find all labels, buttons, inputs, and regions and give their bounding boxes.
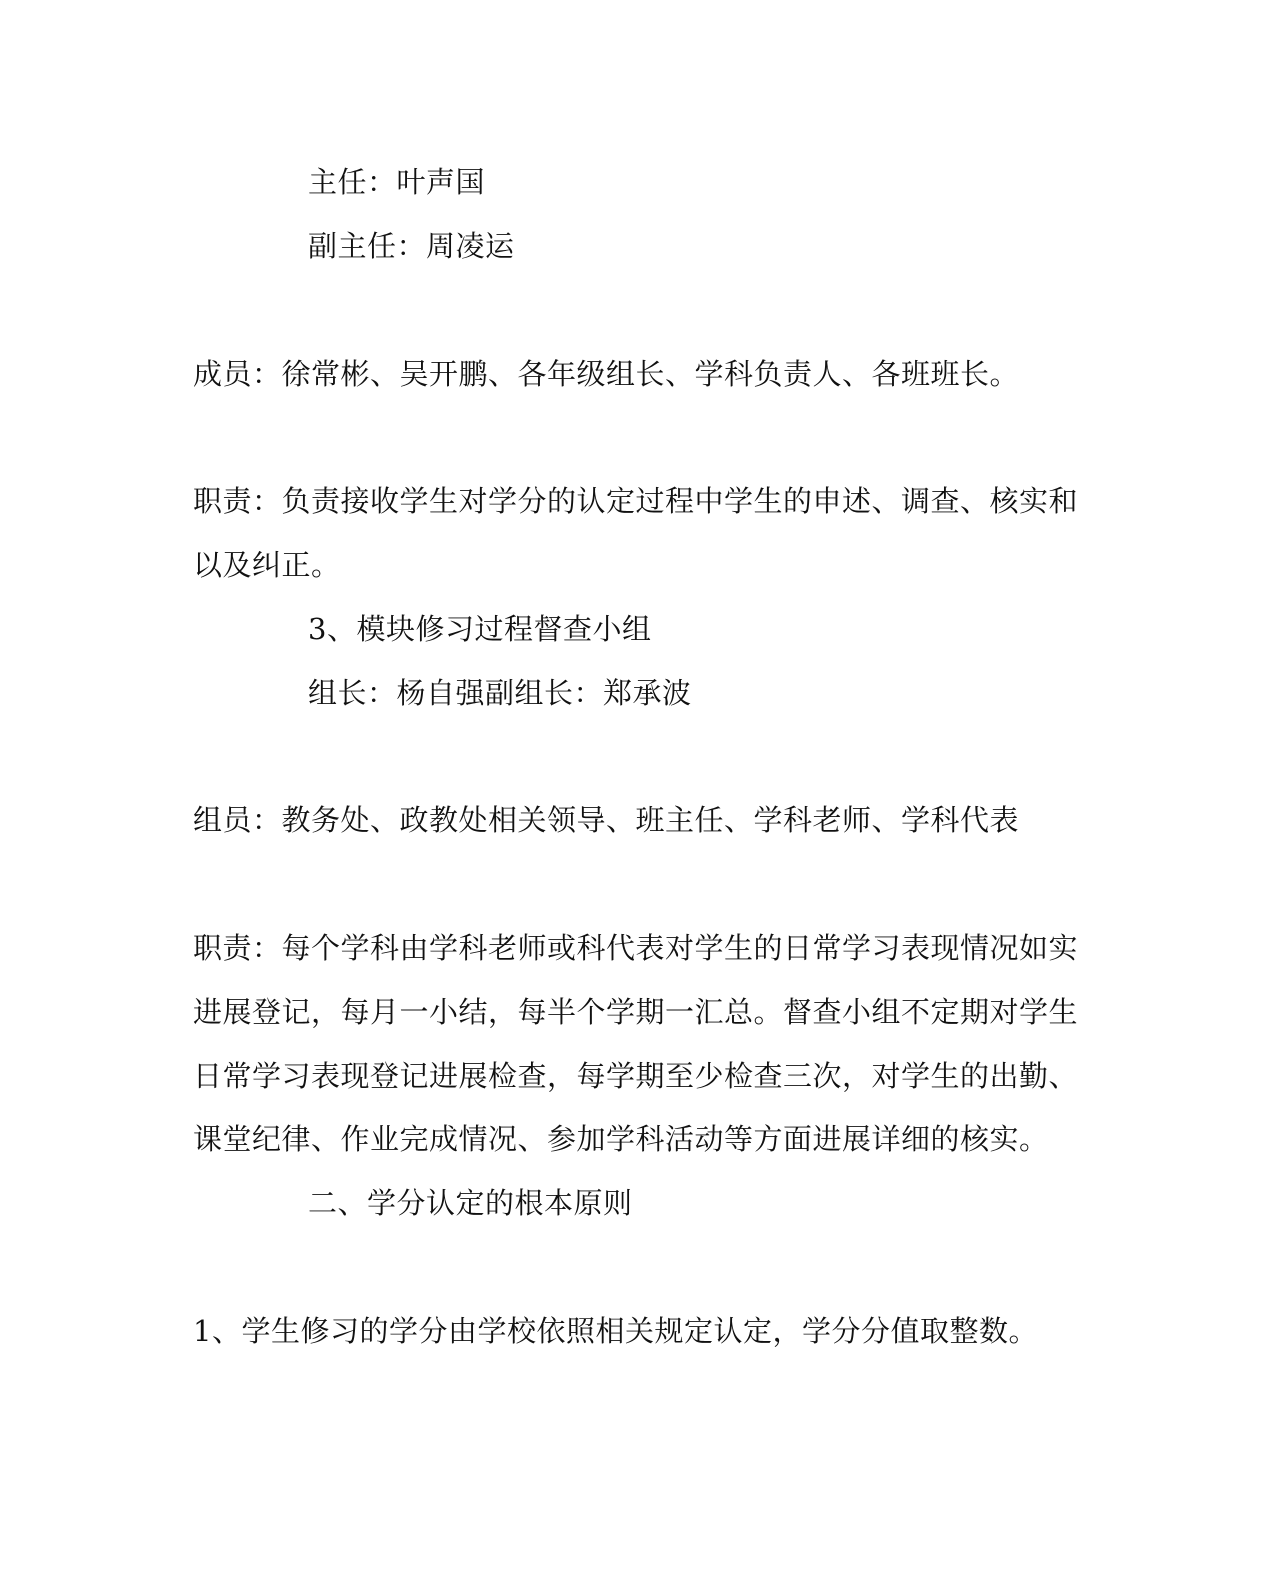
section-heading-3: 3、模块修习过程督查小组 xyxy=(308,612,652,646)
duties-paragraph-line-1: 职责：每个学科由学科老师或科代表对学生的日常学习表现情况如实 xyxy=(193,931,1079,965)
section-heading-principles: 二、学分认定的根本原则 xyxy=(308,1186,633,1220)
director-line: 主任：叶声国 xyxy=(308,165,486,199)
duties-paragraph-line-2: 进展登记，每月一小结，每半个学期一汇总。督查小组不定期对学生 xyxy=(193,995,1079,1029)
duties-paragraph-line-4: 课堂纪律、作业完成情况、参加学科活动等方面进展详细的核实。 xyxy=(193,1122,1049,1156)
deputy-director-line: 副主任：周凌运 xyxy=(308,229,515,263)
duties-paragraph-line-3: 日常学习表现登记进展检查，每学期至少检查三次，对学生的出勤、 xyxy=(193,1059,1079,1093)
duties-line-1: 职责：负责接收学生对学分的认定过程中学生的申述、调查、核实和 xyxy=(193,484,1079,518)
group-members-line: 组员：教务处、政教处相关领导、班主任、学科老师、学科代表 xyxy=(193,803,1020,837)
principle-1-line: 1、学生修习的学分由学校依照相关规定认定，学分分值取整数。 xyxy=(193,1314,1038,1348)
group-leader-line: 组长：杨自强副组长：郑承波 xyxy=(308,676,692,710)
duties-line-2: 以及纠正。 xyxy=(193,548,341,582)
members-line: 成员：徐常彬、吴开鹏、各年级组长、学科负责人、各班班长。 xyxy=(193,357,1020,391)
